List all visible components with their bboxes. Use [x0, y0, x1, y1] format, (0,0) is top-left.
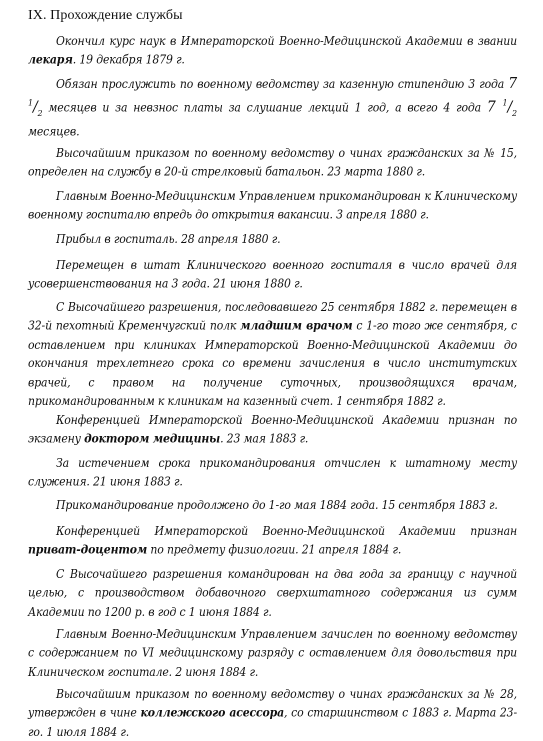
entry-text: Высочайшим приказом по военному ведомству о чинах гражданских за № 28, утвержден в чине	[28, 687, 517, 721]
entry-emphasis: приват-доцентом	[28, 542, 148, 557]
entry-text: Конференцией Императорской Военно-Медицинской Академии признан	[56, 523, 517, 538]
service-entry: Перемещен в штат Клинического военного госпиталя в число врачей для усовершенствования на 3 года. 21 июня 1880 г.	[28, 257, 517, 291]
entry-emphasis: коллежского асессора	[140, 706, 284, 721]
service-entry	[28, 522, 517, 560]
fraction-whole: 7	[486, 98, 503, 116]
entry-text: Конференцией Императорской Военно-Медицинской Академии признан по экзамену	[28, 412, 517, 446]
entry-text: . 19 декабря 1879 г.	[72, 52, 185, 67]
entry-text: Обязан прослужить по военному ведомству за казенную стипендию 3 года	[56, 76, 509, 92]
fraction: 7 $^1/_2$	[28, 74, 517, 118]
service-entry: Главным Военно-Медицинским Управлением зачислен по военному ведомству с содержанием по VI медицинскому разряду с оставлением для довольствия при Клиническом госпитале. 2 июня 1884 г.	[28, 626, 517, 679]
entry-emphasis: младшим врачом	[240, 319, 353, 334]
fraction-numerator: 1	[28, 97, 33, 108]
fraction-numerator: 1	[502, 97, 508, 108]
service-entry: За истечением срока прикомандирования отчислен к штатному месту служения. 21 июня 1883 г.	[28, 455, 517, 489]
service-entry: Прикомандирование продолжено до 1-го мая 1884 года. 15 сентября 1883 г.	[56, 498, 498, 513]
service-entry	[28, 685, 517, 741]
entry-text: С Высочайшего разрешения, последовавшего 25 сентября 1882 г. перемещен в 32-й пехотный Кременчугский полк	[28, 300, 517, 334]
entry-emphasis: лекаря	[28, 52, 73, 67]
entry-text: Окончил курс наук в Императорской Военно-Медицинской Академии в звании	[56, 34, 517, 49]
service-entry: Высочайшим приказом по военному ведомству о чинах гражданских за № 15, определен на службу в 20-й стрелковый батальон. 23 марта 1880 г.	[28, 146, 517, 180]
service-entry	[28, 411, 517, 449]
service-entry	[28, 298, 517, 411]
entry-text: по предмету физиологии. 21 апреля 1884 г.	[147, 542, 402, 557]
entry-text: месяцев и за невзнос платы за слушание лекций 1 год, а всего 4 года	[42, 100, 487, 115]
fraction-denominator: 2	[512, 108, 517, 118]
entry-text: . 23 мая 1883 г.	[220, 431, 309, 446]
section-heading: IX. Прохождение службы	[28, 8, 183, 23]
service-entry: С Высочайшего разрешения командирован на два года за границу с научной целью, с производством добавочного сверхштатного содержания из сумм Академии по 1200 р. в год с 1 июня 1884 г.	[28, 566, 517, 619]
entry-text: месяцев.	[28, 124, 80, 139]
entry-text: , со старшинством с 1883 г. Марта 23-го. 1 июля 1884 г.	[28, 706, 517, 739]
service-entry: Прибыл в госпиталь. 28 апреля 1880 г.	[56, 232, 281, 247]
service-entry	[28, 75, 517, 142]
fraction-whole: 7	[508, 74, 517, 93]
entry-text: с 1-го того же сентября, с оставлением при клиниках Императорской Военно-Медицинской Академии до окончания трехлетнего срока со времени зачисления в число институтских врачей, с правом на получение суточных, производящихся врачам, прикомандированным к клиникам на казенный счет. 1 сентября 1882 г.	[28, 319, 517, 409]
entry-emphasis: доктором медицины	[84, 431, 221, 446]
fraction-denominator: 2	[37, 108, 43, 118]
fraction: 7 $^1/_2$	[486, 97, 517, 118]
service-entry	[28, 32, 517, 70]
service-entry: Главным Военно-Медицинским Управлением прикомандирован к Клиническому военному госпиталю впредь до открытия вакансии. 3 апреля 1880 г.	[28, 189, 517, 223]
